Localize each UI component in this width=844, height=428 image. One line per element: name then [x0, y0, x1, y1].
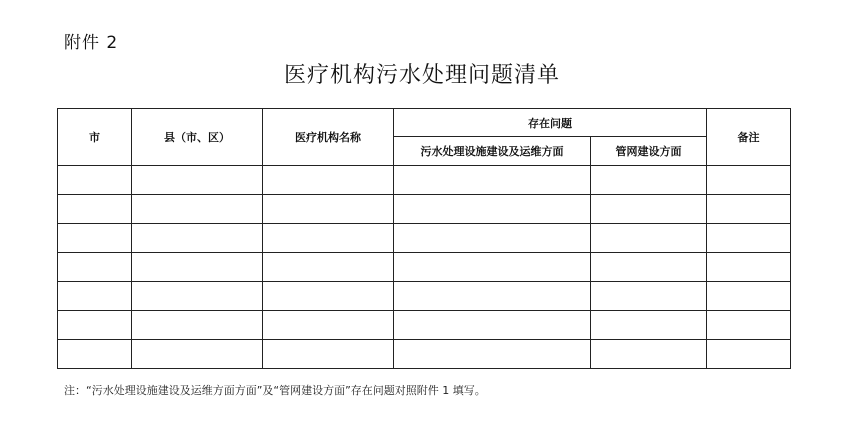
header-existing-issues: 存在问题 — [394, 109, 707, 137]
header-city: 市 — [58, 109, 132, 166]
table-cell[interactable] — [58, 195, 132, 224]
table-cell[interactable] — [707, 282, 791, 311]
table-cell[interactable] — [591, 282, 707, 311]
table-cell[interactable] — [394, 340, 591, 369]
table-cell[interactable] — [263, 166, 394, 195]
header-institution-name: 医疗机构名称 — [263, 109, 394, 166]
table-cell[interactable] — [132, 253, 263, 282]
table-row — [58, 166, 791, 195]
table-cell[interactable] — [58, 340, 132, 369]
table-cell[interactable] — [394, 311, 591, 340]
table-cell[interactable] — [263, 311, 394, 340]
table-cell[interactable] — [58, 224, 132, 253]
table-cell[interactable] — [263, 224, 394, 253]
table-cell[interactable] — [263, 282, 394, 311]
table-cell[interactable] — [394, 166, 591, 195]
table-row — [58, 253, 791, 282]
table-cell[interactable] — [591, 166, 707, 195]
table-cell[interactable] — [707, 166, 791, 195]
table-cell[interactable] — [263, 195, 394, 224]
table-cell[interactable] — [394, 282, 591, 311]
table-cell[interactable] — [58, 311, 132, 340]
header-pipe-network: 管网建设方面 — [591, 137, 707, 166]
table-row — [58, 311, 791, 340]
attachment-label: 附件 2 — [64, 33, 119, 53]
header-county: 县（市、区） — [132, 109, 263, 166]
table-cell[interactable] — [591, 224, 707, 253]
table-cell[interactable] — [707, 253, 791, 282]
table-cell[interactable] — [591, 253, 707, 282]
table-row — [58, 340, 791, 369]
header-remarks: 备注 — [707, 109, 791, 166]
table-cell[interactable] — [591, 311, 707, 340]
table-cell[interactable] — [263, 340, 394, 369]
table-cell[interactable] — [132, 311, 263, 340]
table-cell[interactable] — [132, 282, 263, 311]
table-cell[interactable] — [707, 195, 791, 224]
issue-list-table — [57, 108, 791, 369]
table-cell[interactable] — [707, 224, 791, 253]
table-cell[interactable] — [394, 195, 591, 224]
table-body — [58, 166, 791, 369]
document-title: 医疗机构污水处理问题清单 — [283, 63, 560, 88]
table-row — [58, 282, 791, 311]
table-cell[interactable] — [263, 253, 394, 282]
table-cell[interactable] — [132, 166, 263, 195]
table-row — [58, 195, 791, 224]
table-cell[interactable] — [58, 166, 132, 195]
header-sewage-facility: 污水处理设施建设及运维方面 — [394, 137, 591, 166]
table-row — [58, 224, 791, 253]
table-cell[interactable] — [394, 253, 591, 282]
table-cell[interactable] — [132, 195, 263, 224]
table-cell[interactable] — [394, 224, 591, 253]
table-cell[interactable] — [591, 195, 707, 224]
footnote: 注：“污水处理设施建设及运维方面方面”及“管网建设方面”存在问题对照附件 1 填写。 — [64, 384, 486, 397]
table-cell[interactable] — [58, 282, 132, 311]
table-cell[interactable] — [707, 311, 791, 340]
table-cell[interactable] — [58, 253, 132, 282]
table-cell[interactable] — [707, 340, 791, 369]
table-cell[interactable] — [132, 224, 263, 253]
table-cell[interactable] — [132, 340, 263, 369]
table-cell[interactable] — [591, 340, 707, 369]
